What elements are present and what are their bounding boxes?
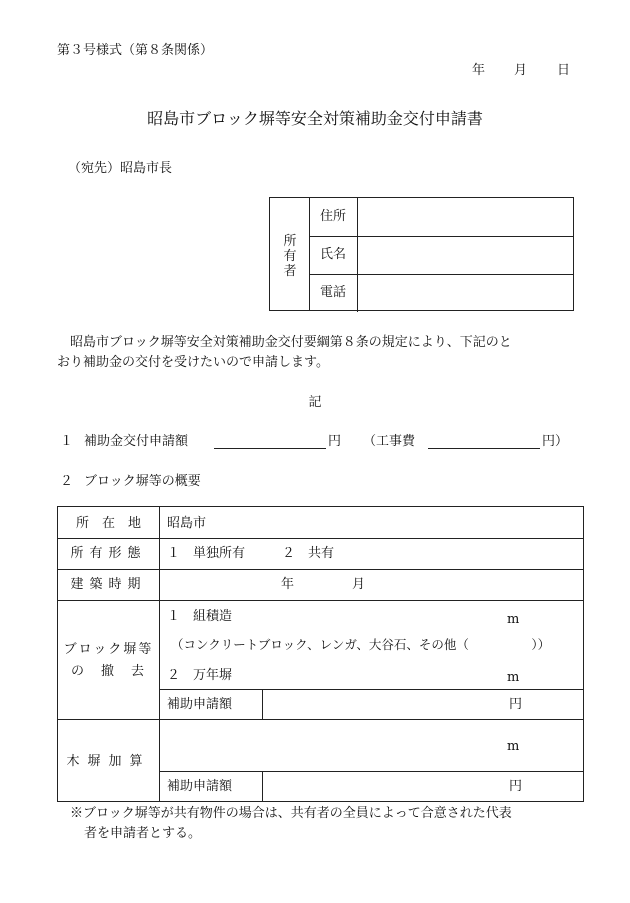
built-date-label: 建築時期 (70, 577, 147, 592)
removal-option-masonry[interactable]: １ 組積造 (167, 609, 233, 624)
form-number: 第３号様式（第８条関係） (57, 43, 214, 58)
built-year: 年 (281, 577, 295, 592)
removal-subsidy-unit: 円 (509, 697, 523, 712)
owner-char-1: 所 (283, 234, 297, 249)
built-month: 月 (352, 577, 366, 592)
removal-subsidy-label: 補助申請額 (167, 697, 233, 712)
mannenbei-length-unit: m (507, 670, 520, 685)
construction-cost-field[interactable] (428, 434, 540, 449)
item2-number: ２ (60, 474, 74, 489)
col-divider (262, 771, 263, 801)
owner-table (269, 197, 574, 311)
ownership-option-shared[interactable]: ２ 共有 (282, 546, 335, 561)
row-divider (58, 538, 583, 539)
owner-char-3: 者 (283, 264, 297, 279)
phone-label: 電話 (310, 274, 358, 312)
body-text-line2: おり補助金の交付を受けたいので申請します。 (57, 355, 329, 370)
col-divider (159, 507, 160, 801)
owner-group-label (270, 198, 310, 310)
row-divider (159, 771, 583, 772)
location-label: 所 在 地 (75, 516, 141, 531)
removal-label-line2: の 撤 去 (70, 664, 146, 679)
ownership-option-sole[interactable]: １ 単独所有 (167, 546, 246, 561)
document-title: 昭島市ブロック塀等安全対策補助金交付申請書 (147, 109, 483, 128)
name-label: 氏名 (310, 236, 358, 274)
removal-option-mannenbei[interactable]: ２ 万年塀 (167, 668, 233, 683)
subsidy-amount-field[interactable] (214, 434, 326, 449)
date-day: 日 (557, 63, 571, 78)
overview-table (57, 506, 584, 802)
item2-label: ブロック塀等の概要 (84, 474, 201, 489)
date-year: 年 (472, 63, 486, 78)
owner-group-label-text (270, 234, 310, 279)
row-divider (58, 719, 583, 720)
wooden-fence-label: 木塀加算 (66, 754, 151, 769)
row-divider (58, 569, 583, 570)
masonry-type-detail: （コンクリートブロック、レンガ、大谷石、その他（ ）） (171, 637, 551, 652)
masonry-length-unit: m (507, 612, 520, 627)
col-divider (262, 689, 263, 719)
item1-label: 補助金交付申請額 (84, 434, 189, 449)
owner-char-2: 有 (283, 249, 297, 264)
note-line2: 者を申請者とする。 (84, 826, 202, 841)
body-text-line1: 昭島市ブロック塀等安全対策補助金交付要綱第８条の規定により、下記のと (57, 335, 512, 350)
phone-field[interactable] (358, 274, 573, 312)
date-month: 月 (514, 63, 528, 78)
item1-yen: 円 (328, 434, 342, 449)
removal-label-line1: ブロック塀等 (63, 642, 154, 657)
note-line1: ※ブロック塀等が共有物件の場合は、共有者の全員によって合意された代表 (70, 806, 512, 821)
construction-cost-label: （工事費 (363, 434, 416, 449)
ownership-label: 所有形態 (70, 546, 147, 561)
wooden-length-unit: m (507, 739, 520, 754)
row-divider (58, 600, 583, 601)
wooden-subsidy-unit: 円 (509, 779, 523, 794)
address-field[interactable] (358, 198, 573, 236)
ki-heading: 記 (308, 395, 322, 410)
name-field[interactable] (358, 236, 573, 274)
addressee: （宛先）昭島市長 (68, 161, 173, 176)
address-label: 住所 (310, 198, 358, 236)
location-value[interactable]: 昭島市 (167, 516, 207, 531)
wooden-subsidy-label: 補助申請額 (167, 779, 233, 794)
construction-cost-suffix: 円） (542, 434, 569, 449)
item1-number: １ (60, 434, 74, 449)
row-divider (159, 689, 583, 690)
